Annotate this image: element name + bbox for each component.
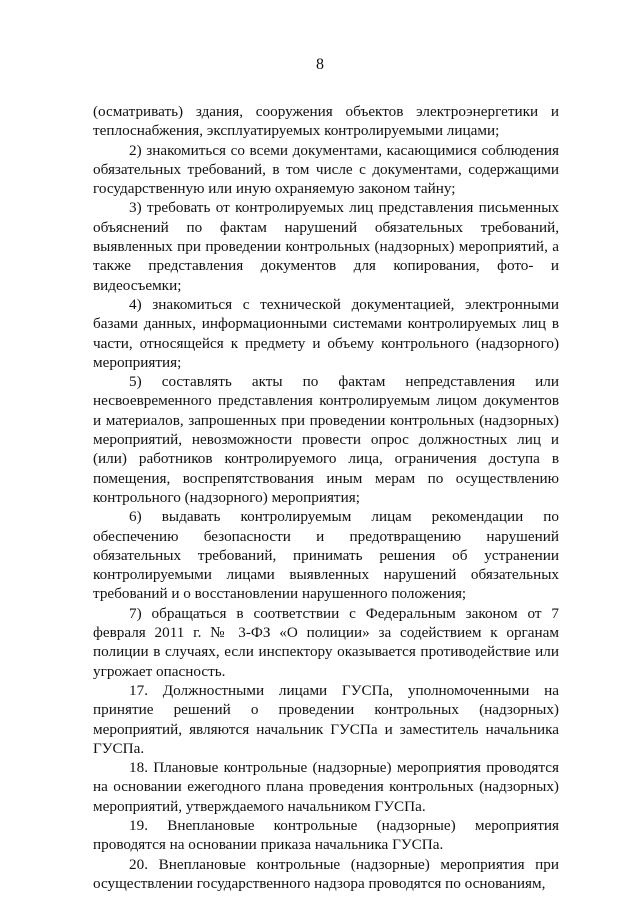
paragraph: 17. Должностными лицами ГУСПа, уполномоченными на принятие решений о проведении контрольных (надзорных) мероприятий, являются начальник ГУСПа и заместитель начальника ГУСПа. xyxy=(93,681,559,757)
paragraph: 4) знакомиться с технической документацией, электронными базами данных, информационными системами контролируемых лиц в части, относящейся к предмету и объему контрольного (надзорного) мероприятия; xyxy=(93,295,559,371)
paragraph: 3) требовать от контролируемых лиц представления письменных объяснений по фактам нарушений обязательных требований, выявленных при проведении контрольных (надзорных) мероприятий, а также представления документов для копирования, фото- и видеосъемки; xyxy=(93,199,559,294)
paragraph: 7) обращаться в соответствии с Федеральным законом от 7 февраля 2011 г. № 3-ФЗ «О полиции» за содействием к органам полиции в случаях, если инспектору оказывается противодействие или угрожает опасность. xyxy=(93,604,559,680)
paragraph: 20. Внеплановые контрольные (надзорные) мероприятия при осуществлении государственного надзора проводятся по основаниям, xyxy=(93,855,559,892)
paragraph: 2) знакомиться со всеми документами, касающимися соблюдения обязательных требований, в том числе с документами, содержащими государственную или иную охраняемую законом тайну; xyxy=(93,141,559,198)
paragraph: 5) составлять акты по фактам непредставления или несвоевременного представления контролируемым лицом документов и материалов, запрошенных при проведении контрольных (надзорных) мероприятий, невозможности провести опрос должностных лиц и (или) работников контролируемого лица, ограничения доступа в помещения, воспрепятствования иным мерам по осуществлению контрольного (надзорного) мероприятия; xyxy=(93,373,559,506)
page-number: 8 xyxy=(316,56,324,73)
paragraph: 6) выдавать контролируемым лицам рекомендации по обеспечению безопасности и предотвращению нарушений обязательных требований, принимать решения об устранении контролируемыми лицами выявленных нарушений обязательных требований и о восстановлении нарушенного положения; xyxy=(93,508,559,603)
paragraph: (осматривать) здания, сооружения объектов электроэнергетики и теплоснабжения, эксплуатируемых контролируемыми лицами; xyxy=(93,103,559,140)
document-body xyxy=(93,102,559,893)
paragraph: 19. Внеплановые контрольные (надзорные) мероприятия проводятся на основании приказа начальника ГУСПа. xyxy=(93,816,559,854)
paragraph: 18. Плановые контрольные (надзорные) мероприятия проводятся на основании ежегодного плана проведения контрольных (надзорных) мероприятий, утверждаемого начальником ГУСПа. xyxy=(93,759,559,815)
